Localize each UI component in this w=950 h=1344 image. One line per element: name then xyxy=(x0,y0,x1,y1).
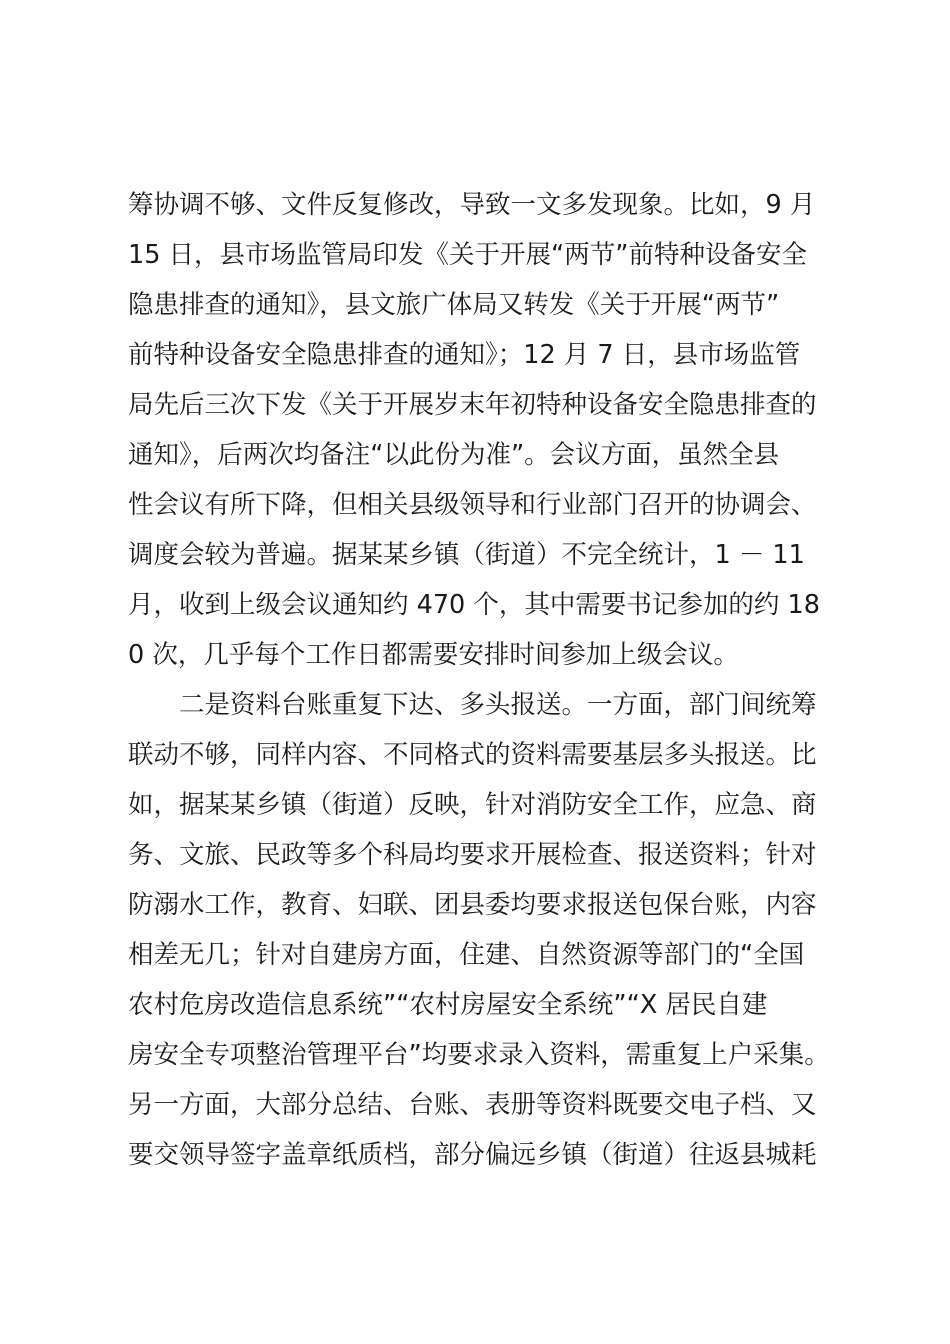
text-line: 联动不够，同样内容、不同格式的资料需要基层多头报送。比 xyxy=(128,740,817,770)
text-line: 要交领导签字盖章纸质档，部分偏远乡镇（街道）往返县城耗 xyxy=(128,1140,817,1170)
text-line: 房安全专项整治管理平台”均要求录入资料，需重复上户采集。 xyxy=(128,1040,830,1070)
text-line: 相差无几；针对自建房方面，住建、自然资源等部门的“全国 xyxy=(128,940,805,970)
body-text xyxy=(128,180,838,1180)
text-line: 月，收到上级会议通知约 470 个，其中需要书记参加的约 18 xyxy=(128,590,820,620)
text-line: 调度会较为普遍。据某某乡镇（街道）不完全统计，1 － 11 xyxy=(128,540,805,570)
text-line: 农村危房改造信息系统”“农村房屋安全系统”“X 居民自建 xyxy=(128,990,768,1020)
text-line: 0 次，几乎每个工作日都需要安排时间参加上级会议。 xyxy=(128,640,739,670)
text-line: 如，据某某乡镇（街道）反映，针对消防安全工作，应急、商 xyxy=(128,790,817,820)
text-line: 防溺水工作，教育、妇联、团县委均要求报送包保台账，内容 xyxy=(128,890,817,920)
text-line: 务、文旅、民政等多个科局均要求开展检查、报送资料；针对 xyxy=(128,840,817,870)
text-line: 筹协调不够、文件反复修改，导致一文多发现象。比如，9 月 xyxy=(128,190,816,220)
text-line: 通知》，后两次均备注“以此份为准”。会议方面，虽然全县 xyxy=(128,440,780,470)
text-line: 前特种设备安全隐患排查的通知》；12 月 7 日，县市场监管 xyxy=(128,340,801,370)
text-line: 另一方面，大部分总结、台账、表册等资料既要交电子档、又 xyxy=(128,1090,817,1120)
text-line: 二是资料台账重复下达、多头报送。一方面，部门间统筹 xyxy=(179,690,817,720)
text-line: 15 日，县市场监管局印发《关于开展“两节”前特种设备安全 xyxy=(128,240,807,270)
text-line: 隐患排查的通知》，县文旅广体局又转发《关于开展“两节” xyxy=(128,290,780,320)
text-line: 局先后三次下发《关于开展岁末年初特种设备安全隐患排查的 xyxy=(128,390,817,420)
text-line: 性会议有所下降，但相关县级领导和行业部门召开的协调会、 xyxy=(128,490,817,520)
